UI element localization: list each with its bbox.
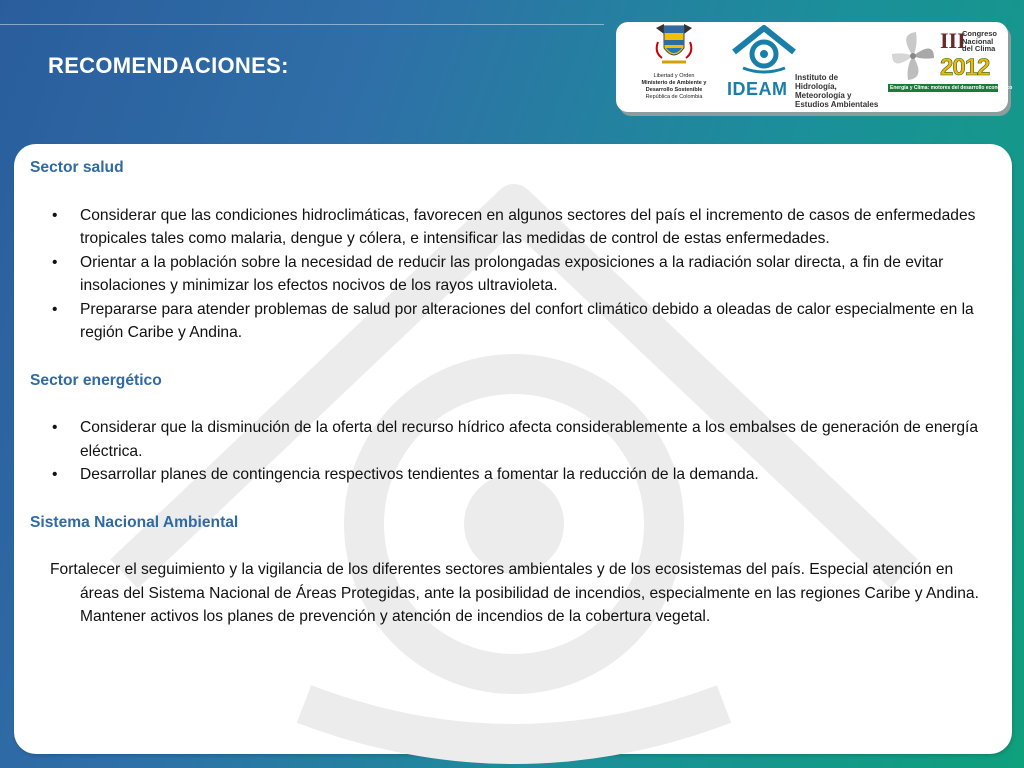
section-heading-energetico: Sector energético	[30, 371, 162, 389]
ideam-wordmark: IDEAM	[727, 79, 788, 99]
ministerio-line: Ministerio de Ambiente y	[641, 80, 707, 86]
ministerio-line: República de Colombia	[645, 94, 703, 100]
content-card	[14, 144, 1012, 754]
ministerio-line: Desarrollo Sostenible	[645, 87, 703, 93]
bullet-text: Prepararse para atender problemas de salud por alteraciones del confort climático debido a oleadas de calor especialmente en la región Caribe y Andina.	[80, 300, 974, 341]
bullet-icon: •	[52, 300, 58, 318]
list-item	[30, 204, 990, 251]
congreso-year: 2012	[940, 54, 990, 81]
bullet-icon: •	[52, 253, 58, 271]
ministerio-logo	[634, 22, 714, 110]
list-item	[30, 251, 990, 298]
list-item	[30, 298, 990, 345]
ideam-name-line: Meteorología y	[795, 91, 852, 100]
bullet-text: Considerar que las condiciones hidroclimáticas, favorecen en algunos sectores del país el incremento de casos de enfermedades tropicales tales como malaria, dengue y cólera, e intensificar las medidas de control de estas enfermedades.	[80, 206, 976, 247]
ideam-name-line: Instituto de Hidrología,	[795, 73, 839, 91]
top-divider-line	[0, 24, 604, 25]
coat-of-arms-icon	[652, 22, 696, 68]
slide-title: RECOMENDACIONES:	[48, 53, 289, 78]
bullet-text: Orientar a la población sobre la necesidad de reducir las prolongadas exposiciones a la radiación solar directa, a fin de evitar insolaciones y minimizar los efectos nocivos de los rayos ultravioleta.	[80, 253, 944, 294]
bullet-icon: •	[52, 466, 58, 483]
bullet-icon: •	[52, 206, 58, 224]
congreso-line: del Clima	[962, 44, 996, 53]
ideam-eye-icon	[729, 24, 799, 74]
congreso-clima-logo	[888, 24, 1013, 110]
ministerio-line: Libertad y Orden	[653, 73, 695, 79]
congreso-line: Congreso	[962, 29, 998, 38]
section-heading-salud: Sector salud	[30, 159, 124, 176]
salud-bullet-list	[30, 204, 990, 345]
ideam-logo	[719, 22, 879, 110]
bullet-icon: •	[52, 419, 58, 436]
section-heading-ambiental: Sistema Nacional Ambiental	[30, 513, 239, 531]
bullet-text: Considerar que la disminución de la oferta del recurso hídrico afecta considerablemente a los embalses de generación de energía eléctrica.	[80, 419, 979, 460]
congreso-roman-numeral: III	[940, 28, 966, 53]
bullet-text: Desarrollar planes de contingencia respectivos tendientes a fomentar la reducción de la demanda.	[80, 466, 759, 483]
list-item	[30, 416, 990, 463]
ideam-name-line: Estudios Ambientales	[795, 100, 879, 109]
congreso-tagline: Energía y Clima: motores del desarrollo económico	[890, 85, 1013, 91]
ambiental-paragraph: Fortalecer el seguimiento y la vigilancia de los diferentes sectores ambientales y de los ecosistemas del país. Especial atención en áreas del Sistema Nacional de Áreas Protegidas, ante la posibilidad de incendios, especialmente en las regiones Caribe y Andina. Mantener activos los planes de prevención y atención de incendios de la cobertura vegetal.	[50, 561, 979, 625]
logo-panel	[616, 22, 1013, 112]
pinwheel-icon	[888, 28, 938, 84]
congreso-line: Nacional	[962, 36, 994, 46]
energetico-bullet-list	[30, 416, 990, 487]
list-item	[30, 463, 990, 487]
